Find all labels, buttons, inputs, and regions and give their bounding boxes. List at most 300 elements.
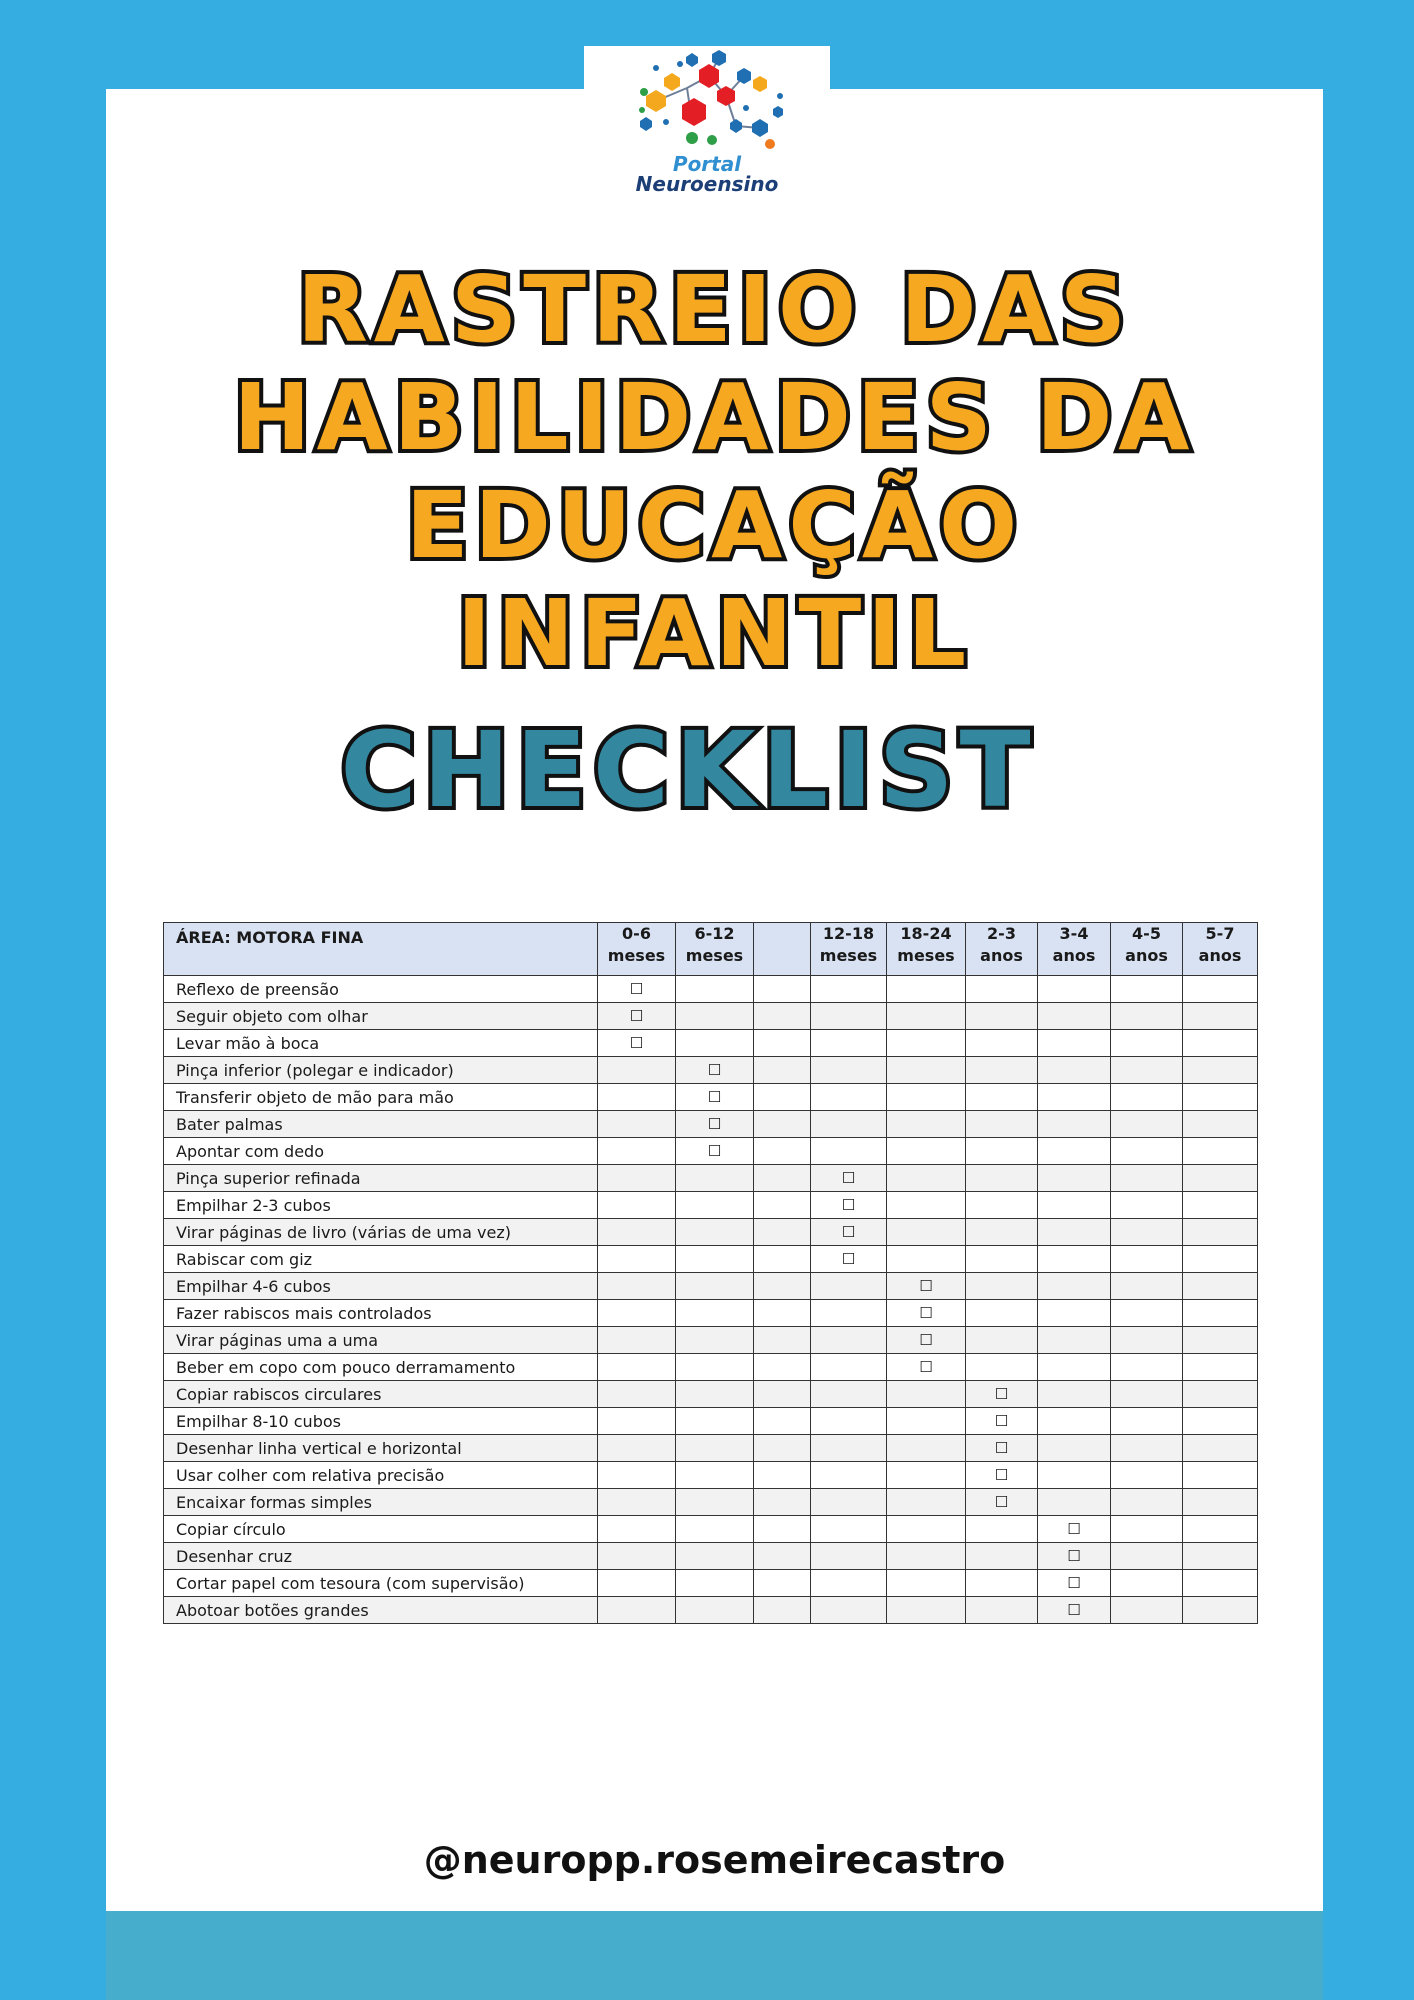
empty-cell xyxy=(1038,1084,1111,1111)
empty-cell xyxy=(811,1489,887,1516)
empty-cell xyxy=(811,1030,887,1057)
empty-cell xyxy=(1111,1435,1183,1462)
empty-cell xyxy=(887,1570,966,1597)
checkbox-icon[interactable]: ☐ xyxy=(994,1385,1009,1403)
checkbox-cell xyxy=(966,1408,1038,1435)
checkbox-icon[interactable]: ☐ xyxy=(1067,1520,1081,1538)
skill-label: Reflexo de preensão xyxy=(164,976,598,1003)
empty-cell xyxy=(1183,1354,1258,1381)
empty-cell xyxy=(754,1300,811,1327)
checkbox-cell xyxy=(887,1354,966,1381)
table-row xyxy=(164,1246,1258,1273)
skill-label: Seguir objeto com olhar xyxy=(164,1003,598,1030)
checkbox-icon[interactable]: ☐ xyxy=(994,1493,1009,1511)
age-unit: anos xyxy=(1052,946,1096,965)
checkbox-cell xyxy=(811,1165,887,1192)
empty-cell xyxy=(887,1408,966,1435)
age-range: 18-24 xyxy=(900,924,952,943)
empty-cell xyxy=(1038,1246,1111,1273)
empty-cell xyxy=(598,1111,676,1138)
empty-cell xyxy=(1183,1489,1258,1516)
empty-cell xyxy=(754,1570,811,1597)
empty-cell xyxy=(598,1516,676,1543)
table-row xyxy=(164,1273,1258,1300)
empty-cell xyxy=(887,1489,966,1516)
empty-cell xyxy=(966,976,1038,1003)
empty-cell xyxy=(811,1273,887,1300)
empty-cell xyxy=(1038,1489,1111,1516)
age-column-header xyxy=(598,923,676,976)
empty-cell xyxy=(1038,1030,1111,1057)
empty-cell xyxy=(1183,1408,1258,1435)
empty-cell xyxy=(887,1111,966,1138)
empty-cell xyxy=(887,1462,966,1489)
empty-cell xyxy=(676,1543,754,1570)
checkbox-cell xyxy=(887,1300,966,1327)
empty-cell xyxy=(676,1435,754,1462)
skills-checklist-table xyxy=(163,922,1258,1624)
empty-cell xyxy=(966,1219,1038,1246)
empty-cell xyxy=(1111,1570,1183,1597)
empty-cell xyxy=(1111,1597,1183,1624)
checkbox-cell xyxy=(811,1192,887,1219)
empty-cell xyxy=(1111,1219,1183,1246)
table-row xyxy=(164,1435,1258,1462)
checkbox-icon[interactable]: ☐ xyxy=(629,1034,644,1052)
empty-cell xyxy=(966,1327,1038,1354)
empty-cell xyxy=(966,1030,1038,1057)
empty-cell xyxy=(811,1354,887,1381)
checkbox-icon[interactable]: ☐ xyxy=(994,1439,1009,1457)
empty-cell xyxy=(966,1192,1038,1219)
age-unit: meses xyxy=(819,946,878,965)
table-row xyxy=(164,1300,1258,1327)
page-title xyxy=(106,256,1323,688)
empty-cell xyxy=(887,1165,966,1192)
empty-cell xyxy=(966,1003,1038,1030)
empty-cell xyxy=(598,1165,676,1192)
empty-cell xyxy=(887,1138,966,1165)
empty-cell xyxy=(887,976,966,1003)
empty-cell xyxy=(598,1273,676,1300)
empty-cell xyxy=(887,1192,966,1219)
empty-cell xyxy=(598,1543,676,1570)
empty-cell xyxy=(1111,1003,1183,1030)
empty-cell xyxy=(1111,1111,1183,1138)
empty-cell xyxy=(1183,1300,1258,1327)
bottom-band xyxy=(106,1911,1323,2000)
empty-cell xyxy=(1111,1381,1183,1408)
checkbox-cell xyxy=(1038,1570,1111,1597)
table-row xyxy=(164,1327,1258,1354)
empty-cell xyxy=(1038,1408,1111,1435)
empty-cell xyxy=(1111,1516,1183,1543)
age-unit: anos xyxy=(1198,946,1242,965)
table-header-row xyxy=(164,923,1258,976)
checkbox-icon[interactable]: ☐ xyxy=(919,1358,933,1376)
empty-cell xyxy=(1183,1327,1258,1354)
skill-label: Transferir objeto de mão para mão xyxy=(164,1084,598,1111)
empty-cell xyxy=(1183,1084,1258,1111)
empty-cell xyxy=(676,976,754,1003)
empty-cell xyxy=(811,976,887,1003)
empty-cell xyxy=(1111,976,1183,1003)
empty-cell xyxy=(1111,1273,1183,1300)
empty-cell xyxy=(754,1138,811,1165)
empty-cell xyxy=(598,1597,676,1624)
empty-cell xyxy=(754,1516,811,1543)
empty-cell xyxy=(1111,1327,1183,1354)
table-row xyxy=(164,1165,1258,1192)
empty-cell xyxy=(1183,1246,1258,1273)
table-row xyxy=(164,1084,1258,1111)
age-unit: anos xyxy=(980,946,1023,965)
empty-cell xyxy=(676,1597,754,1624)
age-range: 12-18 xyxy=(822,924,875,943)
skill-label: Pinça superior refinada xyxy=(164,1165,598,1192)
age-range: 0-6 xyxy=(622,924,651,943)
empty-cell xyxy=(676,1354,754,1381)
skill-label: Empilhar 4-6 cubos xyxy=(164,1273,598,1300)
logo-line1: Portal xyxy=(672,152,742,176)
empty-cell xyxy=(966,1570,1038,1597)
empty-cell xyxy=(1111,1300,1183,1327)
empty-cell xyxy=(811,1408,887,1435)
empty-cell xyxy=(754,1246,811,1273)
empty-cell xyxy=(1038,976,1111,1003)
molecule-icon xyxy=(584,46,830,156)
empty-cell xyxy=(754,1327,811,1354)
empty-cell xyxy=(676,1570,754,1597)
checkbox-cell xyxy=(887,1327,966,1354)
empty-cell xyxy=(966,1246,1038,1273)
checkbox-cell xyxy=(966,1489,1038,1516)
empty-cell xyxy=(1038,1138,1111,1165)
empty-cell xyxy=(598,1462,676,1489)
skill-label: Fazer rabiscos mais controlados xyxy=(164,1300,598,1327)
checkbox-icon[interactable]: ☐ xyxy=(707,1061,722,1079)
empty-cell xyxy=(1111,1246,1183,1273)
age-range: 6-12 xyxy=(694,924,735,943)
skill-label: Empilhar 8-10 cubos xyxy=(164,1408,598,1435)
checkbox-icon[interactable]: ☐ xyxy=(919,1304,933,1322)
empty-cell xyxy=(754,1003,811,1030)
empty-cell xyxy=(1183,1219,1258,1246)
empty-cell xyxy=(754,976,811,1003)
skill-label: Beber em copo com pouco derramamento xyxy=(164,1354,598,1381)
empty-cell xyxy=(676,1003,754,1030)
empty-cell xyxy=(966,1516,1038,1543)
skill-label: Desenhar linha vertical e horizontal xyxy=(164,1435,598,1462)
empty-cell xyxy=(676,1030,754,1057)
empty-cell xyxy=(1038,1111,1111,1138)
empty-cell xyxy=(754,1354,811,1381)
empty-cell xyxy=(1183,976,1258,1003)
empty-cell xyxy=(754,1084,811,1111)
empty-cell xyxy=(598,1570,676,1597)
empty-cell xyxy=(676,1516,754,1543)
empty-cell xyxy=(887,1003,966,1030)
empty-cell xyxy=(887,1057,966,1084)
skill-label: Cortar papel com tesoura (com supervisão) xyxy=(164,1570,598,1597)
empty-cell xyxy=(1111,1192,1183,1219)
empty-cell xyxy=(966,1138,1038,1165)
checkbox-icon[interactable]: ☐ xyxy=(707,1088,722,1106)
empty-cell xyxy=(598,1435,676,1462)
skill-label: Empilhar 2-3 cubos xyxy=(164,1192,598,1219)
checkbox-icon[interactable]: ☐ xyxy=(1067,1547,1081,1565)
empty-cell xyxy=(1111,1462,1183,1489)
empty-cell xyxy=(1183,1462,1258,1489)
table-row xyxy=(164,1462,1258,1489)
table-row xyxy=(164,1408,1258,1435)
empty-cell xyxy=(887,1435,966,1462)
skill-label: Virar páginas uma a uma xyxy=(164,1327,598,1354)
empty-cell xyxy=(887,1246,966,1273)
checkbox-icon[interactable]: ☐ xyxy=(994,1466,1009,1484)
age-unit: meses xyxy=(685,946,744,965)
skill-label: Virar páginas de livro (várias de uma vez) xyxy=(164,1219,598,1246)
empty-cell xyxy=(754,1192,811,1219)
empty-cell xyxy=(1111,1489,1183,1516)
checkbox-cell xyxy=(676,1138,754,1165)
table-row xyxy=(164,1003,1258,1030)
empty-cell xyxy=(811,1570,887,1597)
table-row xyxy=(164,1111,1258,1138)
checkbox-cell xyxy=(811,1219,887,1246)
page-subtitle: CHECKLIST xyxy=(340,709,1037,831)
empty-cell xyxy=(887,1516,966,1543)
empty-cell xyxy=(676,1327,754,1354)
empty-cell xyxy=(1183,1516,1258,1543)
age-unit: meses xyxy=(897,946,955,965)
skill-label: Copiar rabiscos circulares xyxy=(164,1381,598,1408)
empty-cell xyxy=(811,1084,887,1111)
checkbox-icon[interactable]: ☐ xyxy=(841,1169,856,1187)
empty-cell xyxy=(1183,1165,1258,1192)
empty-cell xyxy=(1111,1543,1183,1570)
table-row xyxy=(164,1543,1258,1570)
checkbox-cell xyxy=(676,1057,754,1084)
table-row xyxy=(164,1381,1258,1408)
empty-cell xyxy=(811,1327,887,1354)
checkbox-icon[interactable]: ☐ xyxy=(919,1331,933,1349)
age-column-header xyxy=(887,923,966,976)
checkbox-icon[interactable]: ☐ xyxy=(629,980,644,998)
empty-cell xyxy=(1038,1192,1111,1219)
age-column-header xyxy=(1183,923,1258,976)
empty-cell xyxy=(1038,1354,1111,1381)
empty-cell xyxy=(811,1597,887,1624)
checkbox-icon[interactable]: ☐ xyxy=(1067,1574,1081,1592)
empty-cell xyxy=(1183,1435,1258,1462)
empty-cell xyxy=(811,1381,887,1408)
skill-label: Levar mão à boca xyxy=(164,1030,598,1057)
empty-cell xyxy=(811,1300,887,1327)
title-line: EDUCAÇÃO xyxy=(405,472,1024,579)
empty-cell xyxy=(1111,1408,1183,1435)
empty-cell xyxy=(1038,1165,1111,1192)
empty-cell xyxy=(676,1381,754,1408)
empty-cell xyxy=(754,1273,811,1300)
age-column-header xyxy=(754,923,811,976)
checkbox-cell xyxy=(598,1030,676,1057)
table-row xyxy=(164,1516,1258,1543)
empty-cell xyxy=(1111,1030,1183,1057)
skill-label: Abotoar botões grandes xyxy=(164,1597,598,1624)
empty-cell xyxy=(887,1219,966,1246)
empty-cell xyxy=(598,1219,676,1246)
empty-cell xyxy=(754,1381,811,1408)
empty-cell xyxy=(1183,1111,1258,1138)
empty-cell xyxy=(811,1111,887,1138)
checkbox-cell xyxy=(598,976,676,1003)
skill-label: Copiar círculo xyxy=(164,1516,598,1543)
checkbox-icon[interactable]: ☐ xyxy=(629,1007,644,1025)
empty-cell xyxy=(676,1462,754,1489)
skill-label: Apontar com dedo xyxy=(164,1138,598,1165)
checkbox-cell xyxy=(966,1435,1038,1462)
table-row xyxy=(164,976,1258,1003)
age-column-header xyxy=(676,923,754,976)
empty-cell xyxy=(676,1192,754,1219)
empty-cell xyxy=(598,1192,676,1219)
empty-cell xyxy=(1183,1003,1258,1030)
empty-cell xyxy=(1111,1057,1183,1084)
empty-cell xyxy=(598,1300,676,1327)
empty-cell xyxy=(1183,1381,1258,1408)
table-row xyxy=(164,1192,1258,1219)
checkbox-icon[interactable]: ☐ xyxy=(994,1412,1009,1430)
empty-cell xyxy=(754,1030,811,1057)
portal-neuroensino-logo xyxy=(584,46,830,196)
area-header: ÁREA: MOTORA FINA xyxy=(164,923,598,976)
empty-cell xyxy=(754,1111,811,1138)
table-row xyxy=(164,1219,1258,1246)
checkbox-cell xyxy=(887,1273,966,1300)
table-row xyxy=(164,1354,1258,1381)
empty-cell xyxy=(598,1489,676,1516)
empty-cell xyxy=(598,1246,676,1273)
empty-cell xyxy=(598,1057,676,1084)
skill-label: Desenhar cruz xyxy=(164,1543,598,1570)
checkbox-cell xyxy=(1038,1597,1111,1624)
checkbox-cell xyxy=(676,1111,754,1138)
empty-cell xyxy=(1038,1462,1111,1489)
empty-cell xyxy=(966,1300,1038,1327)
checkbox-icon[interactable]: ☐ xyxy=(919,1277,933,1295)
age-column-header xyxy=(1111,923,1183,976)
empty-cell xyxy=(811,1543,887,1570)
empty-cell xyxy=(598,1138,676,1165)
empty-cell xyxy=(1183,1543,1258,1570)
table-row xyxy=(164,1138,1258,1165)
empty-cell xyxy=(676,1300,754,1327)
empty-cell xyxy=(887,1030,966,1057)
empty-cell xyxy=(966,1543,1038,1570)
checkbox-icon[interactable]: ☐ xyxy=(841,1250,856,1268)
empty-cell xyxy=(754,1597,811,1624)
checkbox-icon[interactable]: ☐ xyxy=(707,1115,722,1133)
age-unit: anos xyxy=(1125,946,1168,965)
empty-cell xyxy=(754,1408,811,1435)
empty-cell xyxy=(811,1138,887,1165)
empty-cell xyxy=(1038,1003,1111,1030)
checkbox-icon[interactable]: ☐ xyxy=(707,1142,722,1160)
empty-cell xyxy=(1111,1165,1183,1192)
title-line: INFANTIL xyxy=(456,580,973,687)
empty-cell xyxy=(754,1462,811,1489)
checkbox-cell xyxy=(598,1003,676,1030)
checkbox-icon[interactable]: ☐ xyxy=(841,1223,856,1241)
empty-cell xyxy=(966,1597,1038,1624)
checkbox-icon[interactable]: ☐ xyxy=(841,1196,856,1214)
checkbox-cell xyxy=(811,1246,887,1273)
logo-line2: Neuroensino xyxy=(635,172,779,196)
empty-cell xyxy=(598,1408,676,1435)
empty-cell xyxy=(887,1543,966,1570)
age-unit: meses xyxy=(607,946,666,965)
empty-cell xyxy=(887,1084,966,1111)
empty-cell xyxy=(1038,1327,1111,1354)
empty-cell xyxy=(1183,1057,1258,1084)
age-range: 4-5 xyxy=(1132,924,1161,943)
age-column-header xyxy=(966,923,1038,976)
empty-cell xyxy=(676,1246,754,1273)
empty-cell xyxy=(598,1381,676,1408)
table-row xyxy=(164,1489,1258,1516)
empty-cell xyxy=(676,1165,754,1192)
empty-cell xyxy=(811,1462,887,1489)
empty-cell xyxy=(754,1435,811,1462)
empty-cell xyxy=(754,1057,811,1084)
empty-cell xyxy=(676,1489,754,1516)
empty-cell xyxy=(1183,1192,1258,1219)
empty-cell xyxy=(811,1003,887,1030)
empty-cell xyxy=(966,1057,1038,1084)
empty-cell xyxy=(754,1165,811,1192)
title-line: RASTREIO DAS xyxy=(296,256,1133,363)
age-range: 5-7 xyxy=(1205,924,1235,943)
table-row xyxy=(164,1570,1258,1597)
checkbox-cell xyxy=(966,1462,1038,1489)
skill-label: Pinça inferior (polegar e indicador) xyxy=(164,1057,598,1084)
age-column-header xyxy=(811,923,887,976)
empty-cell xyxy=(1183,1273,1258,1300)
empty-cell xyxy=(1038,1300,1111,1327)
age-column-header xyxy=(1038,923,1111,976)
skill-label: Rabiscar com giz xyxy=(164,1246,598,1273)
empty-cell xyxy=(754,1489,811,1516)
skill-label: Usar colher com relativa precisão xyxy=(164,1462,598,1489)
empty-cell xyxy=(754,1219,811,1246)
checkbox-cell xyxy=(966,1381,1038,1408)
empty-cell xyxy=(598,1354,676,1381)
empty-cell xyxy=(754,1543,811,1570)
empty-cell xyxy=(887,1381,966,1408)
checkbox-cell xyxy=(1038,1543,1111,1570)
empty-cell xyxy=(1038,1273,1111,1300)
checkbox-icon[interactable]: ☐ xyxy=(1067,1601,1081,1619)
empty-cell xyxy=(1111,1084,1183,1111)
empty-cell xyxy=(1038,1057,1111,1084)
empty-cell xyxy=(1183,1597,1258,1624)
empty-cell xyxy=(966,1354,1038,1381)
empty-cell xyxy=(598,1084,676,1111)
empty-cell xyxy=(1111,1354,1183,1381)
table-row xyxy=(164,1030,1258,1057)
empty-cell xyxy=(676,1219,754,1246)
